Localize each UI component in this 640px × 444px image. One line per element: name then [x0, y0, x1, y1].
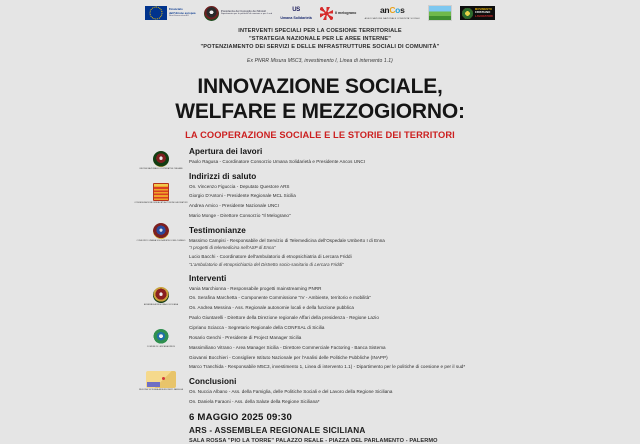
rail-logo-camera	[136, 223, 186, 242]
entry-speaker: Cipriano Sciacca - Segretario Regionale della CONFSAL di Sicilia	[189, 324, 325, 330]
programme-header	[143, 27, 497, 51]
programme-header-line-1: INTERVENTI SPECIALI PER LA COESIONE TERRITORIALE	[238, 28, 402, 34]
section-testimonianze	[189, 226, 497, 267]
entry-quote: "I progetti di telemedicina nell'ASP di Enna"	[189, 245, 276, 251]
umana-solidarieta-mark-icon: US	[292, 6, 300, 13]
poster-content	[134, 0, 497, 444]
umana-solidarieta-logo	[280, 7, 311, 20]
programme-header-line-3: "POTENZIAMENTO DEI SERVIZI E DELLE INFRASTRUTTURE SOCIALI DI COMUNITÀ"	[200, 44, 440, 51]
camera-commercio-seal-icon	[153, 223, 169, 239]
section-heading-conclusioni: Conclusioni	[189, 377, 237, 387]
sponsor-logo-strip	[143, 0, 497, 24]
eu-stars-icon	[150, 7, 163, 20]
section-heading-interventi: Interventi	[189, 273, 227, 283]
entry-speaker: On. Serafina Marchetta - Componente Commissione "IV - Ambiente, territorio e mobilità"	[189, 295, 371, 301]
event-room: SALA ROSSA "PIO LA TORRE" PALAZZO REALE - PIAZZA DEL PARLAMENTO - PALERMO	[189, 437, 438, 444]
event-footer	[189, 412, 497, 444]
umana-solidarieta-label: Umana Solidarietà	[280, 15, 312, 20]
entry-speaker: Marco Tranchida - Responsabile M5C3, investimento 1, Linea di intervento 1.1) - Dipartimento per le politiche di coesione e per il sud*	[189, 364, 466, 370]
programme-sections	[189, 147, 497, 405]
comune-seal-icon	[153, 329, 169, 345]
section-heading-apertura: Apertura dei lavori	[189, 146, 263, 156]
page-title-line-2: WELFARE E MEZZOGIORNO:	[175, 100, 465, 124]
rail-logo-confsal	[134, 183, 188, 204]
section-conclusioni	[189, 377, 497, 405]
entry-speaker: Mario Monge - Direttore Consorzio "Il Melograno"	[189, 213, 291, 219]
presidenza-caption	[221, 10, 272, 16]
eu-flag-icon	[145, 6, 167, 20]
entry-speaker: On. Nuccia Albano - Ass. della Famiglia, delle Politiche Sociali e del Lavoro della Regione Siciliana	[189, 389, 393, 395]
rail-logo-comune	[142, 329, 180, 348]
entry-speaker: On. Vincenzo Figuccia - Deputato Questore ARS	[189, 183, 290, 189]
presidenza-line-1: Presidenza del Consiglio dei Ministri	[220, 10, 267, 14]
presidenza-line-2: Dipartimento per le politiche di coesione e per il sud	[220, 13, 273, 16]
rail-caption-comune: COMUNE DI LERCARA FRIDDI	[146, 345, 176, 348]
regione-sicilia-logo	[428, 5, 452, 21]
event-date: 6 MAGGIO 2025 09:30	[189, 411, 292, 423]
rail-caption-sicilia-map: REGIONE SICILIANA ASSESSORATO FAMIGLIA	[139, 388, 183, 391]
page-title	[143, 75, 497, 125]
confsal-seal-icon	[153, 183, 169, 201]
entry-speaker: On. Andrea Messina - Ass. Regionale autonomie locali e della funzione pubblica	[189, 305, 354, 311]
section-apertura	[189, 147, 497, 165]
ancos-wordmark: anCos	[379, 5, 405, 15]
entry-speaker: Rosario Genchi - Presidente di Project Manager Sicilia	[189, 334, 302, 340]
mcl-line-3: LAVORATORI	[474, 13, 493, 18]
page-title-line-1: INNOVAZIONE SOCIALE,	[197, 75, 443, 99]
entry-speaker: Giovanni Bocchieri - Consigliere Istituto Nazionale per l'Analisi delle Politiche Pubbliche (INAPP)	[189, 354, 388, 360]
rail-caption-ars: ASSEMBLEA REGIONALE SICILIANA	[143, 303, 179, 306]
entry-speaker: Paolo Ragusa - Coordinatore Consorzio Umana Solidarietà e Presidente Ancos UNCI	[189, 158, 366, 164]
programme-header-subline: Ex PNRR Misura M5C3, investimento I, Linea di intervento 1.1)	[247, 58, 393, 65]
section-indirizzi	[189, 172, 497, 219]
section-heading-testimonianze: Testimonianze	[189, 225, 246, 235]
entry-speaker: On. Daniela Faraoni - Ass. della Salute della Regione Siciliana*	[189, 398, 320, 404]
il-melograno-logo	[320, 7, 356, 20]
mcl-caption	[475, 8, 493, 18]
melograno-star-icon	[320, 7, 333, 20]
entry-speaker: Giorgio D'Antoni - Presidente Regionale MCL Sicilia	[189, 193, 296, 199]
republic-emblem-icon	[204, 6, 219, 21]
ancos-logo	[365, 6, 420, 20]
rail-caption-unci: UNIONE NAZIONALE COOPERATIVE ITALIANE	[139, 167, 183, 170]
entry-speaker: Massimiliano Vitrano - Area Manager Sicilia - Direttore Commerciale Factoring - Banca Sistema	[189, 344, 386, 350]
entry-speaker: Andrea Amico - Presidente Nazionale UNCI	[189, 203, 279, 209]
entry-speaker: Vania Marchionna - Responsabile progetti mainstreaming PNRR	[189, 285, 322, 291]
entry-speaker: Massimo Campisi - Responsabile del Servizio di Telemedicina dell'Ospedale Umberto I di Enna	[189, 237, 385, 243]
eu-funding-logo	[145, 6, 196, 20]
ancos-sublabel: ASSOCIAZIONE NAZIONALE COMUNITA' SOCIALI	[364, 18, 420, 20]
rail-logo-sicilia-map	[139, 371, 183, 391]
event-venue: ARS - ASSEMBLEA REGIONALE SICILIANA	[189, 425, 366, 435]
unci-seal-icon	[153, 151, 169, 167]
presidenza-consiglio-ministri-logo	[204, 6, 272, 21]
programme-body	[134, 146, 497, 405]
rail-caption-camera: CONSORZIO UMANA SOLIDARIETA' IL MELOGRANO	[136, 239, 186, 242]
rail-logo-unci	[139, 151, 183, 170]
page-subtitle: LA COOPERAZIONE SOCIALE E LE STORIE DEI TERRITORI	[185, 129, 455, 140]
regione-sicilia-badge-icon	[428, 5, 452, 21]
rail-logo-ars	[142, 287, 180, 306]
eu-funding-caption	[169, 8, 196, 17]
mcl-logo	[460, 6, 495, 20]
section-heading-indirizzi: Indirizzi di saluto	[189, 171, 257, 181]
entry-speaker: Lucio Bacchi - Coordinatore dell'ambulatorio di etnopsichiatria di Lercara Friddi	[189, 254, 352, 260]
rail-caption-confsal: CONFEDERAZIONE SINDACATI AUTONOMI LAVORATORI	[134, 201, 188, 204]
programme-header-line-2: "STRATEGIA NAZIONALE PER LE AREE INTERNE"	[248, 36, 392, 43]
eu-line-2: dall'Unione europea	[169, 11, 196, 15]
eu-line-3: NextGenerationEU	[169, 14, 189, 17]
section-interventi	[189, 274, 497, 371]
eu-line-1: Finanziato	[169, 8, 183, 12]
ars-seal-icon	[153, 287, 169, 303]
mcl-line-1: MOVIMENTO	[474, 6, 493, 11]
sicilia-map-badge-icon	[146, 371, 176, 388]
mcl-line-2: CRISTIANO	[474, 10, 491, 15]
entry-quote: "L'ambulatorio di etnopsichiatria del Distretto socio-sanitario di Lercara Friddi"	[189, 261, 344, 267]
mcl-seal-icon	[462, 8, 473, 19]
entry-speaker: Paolo Giuntarelli - Direttore della Direzione regionale Affari della presidenza - Regione Lazio	[189, 315, 379, 321]
il-melograno-label: Il melograno	[335, 11, 357, 15]
